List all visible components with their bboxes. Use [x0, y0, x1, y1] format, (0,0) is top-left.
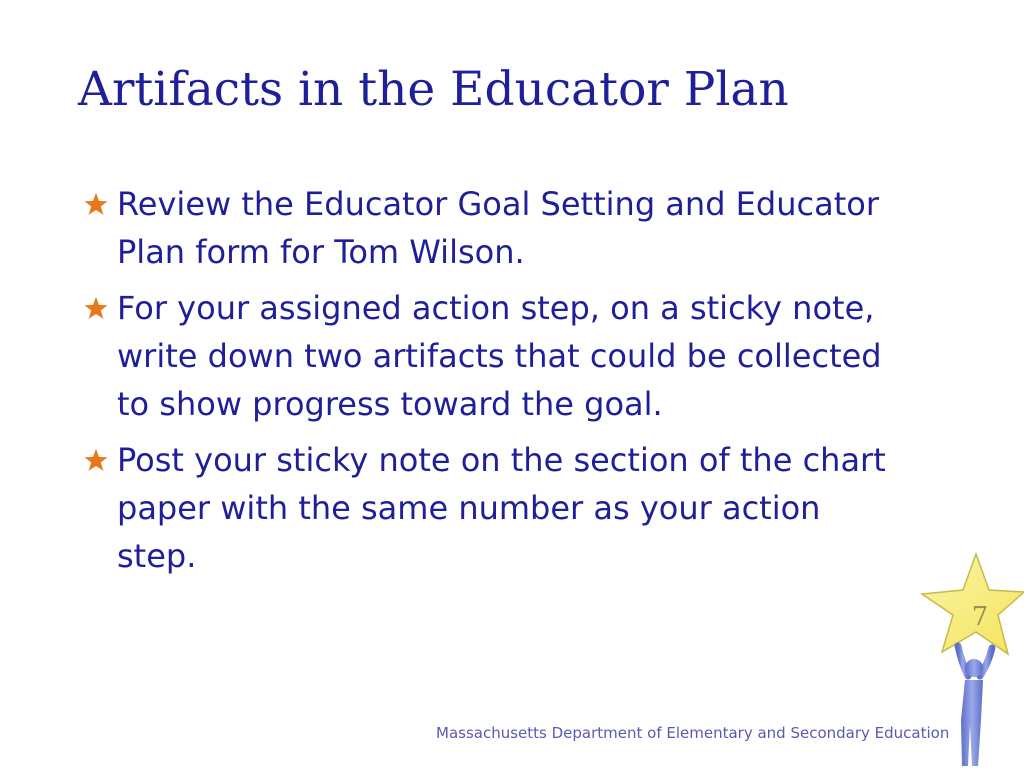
star-bullet-icon	[84, 296, 108, 320]
star-bullet-icon	[84, 448, 108, 472]
bullet-list	[84, 180, 904, 588]
star-bullet-icon	[84, 192, 108, 216]
bullet-text: Review the Educator Goal Setting and Educator Plan form for Tom Wilson.	[117, 185, 879, 271]
bullet-item	[84, 180, 904, 276]
star-holding-figure-icon	[918, 552, 1024, 768]
bullet-text: Post your sticky note on the section of the chart paper with the same number as your action step.	[117, 441, 886, 575]
slide-title: Artifacts in the Educator Plan	[78, 62, 789, 117]
page-number: 7	[971, 602, 989, 632]
bullet-text: For your assigned action step, on a sticky note, write down two artifacts that could be collected to show progress toward the goal.	[117, 289, 882, 423]
bullet-item	[84, 436, 904, 580]
bullet-item	[84, 284, 904, 428]
footer-organization: Massachusetts Department of Elementary and Secondary Education	[436, 724, 950, 742]
